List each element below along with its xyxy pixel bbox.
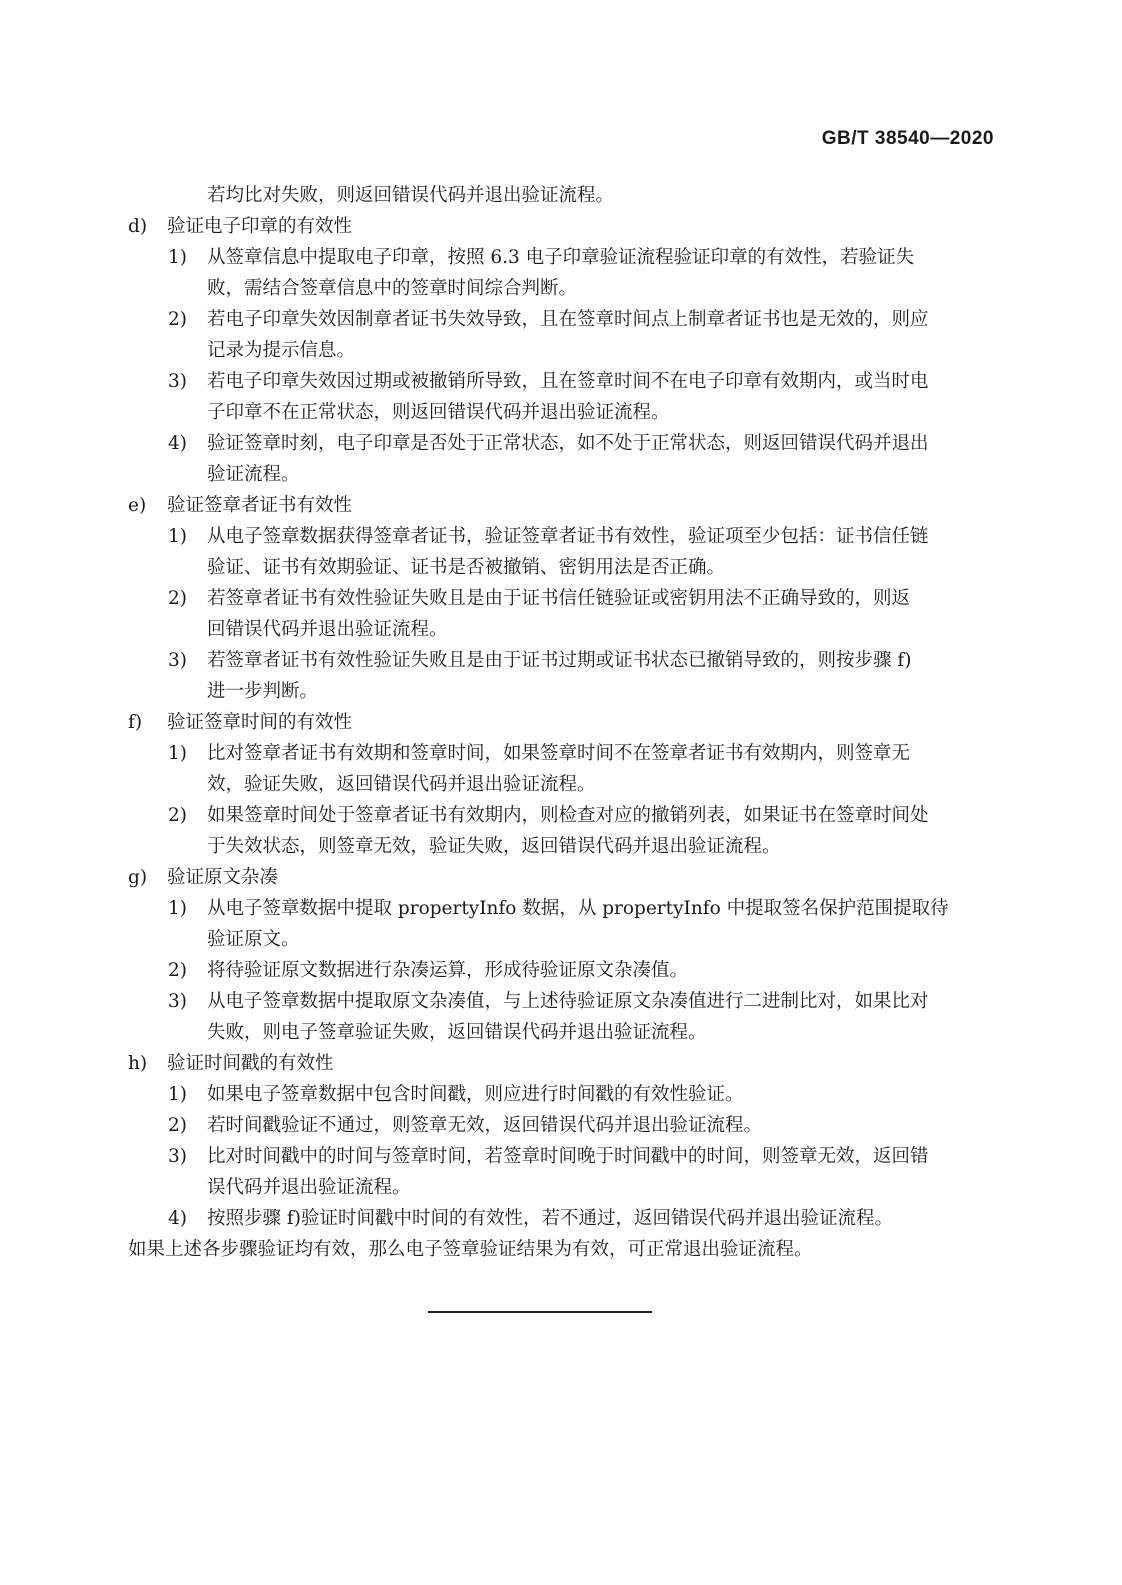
list-item: [0, 893, 1122, 924]
line-text: 验证流程。: [207, 464, 300, 485]
item-number: 2): [168, 960, 187, 981]
line-text: 从电子签章数据中提取原文杂凑值，与上述待验证原文杂凑值进行二进制比对，如果比对: [207, 991, 929, 1012]
list-item-continuation: [0, 459, 1122, 490]
list-item-continuation: [0, 676, 1122, 707]
line-text: 效，验证失败，返回错误代码并退出验证流程。: [207, 774, 596, 795]
list-item-continuation: [0, 831, 1122, 862]
line-text: 记录为提示信息。: [207, 340, 356, 361]
section-marker: d): [128, 216, 148, 237]
list-item-continuation: [0, 335, 1122, 366]
line-text: 失败，则电子签章验证失败，返回错误代码并退出验证流程。: [207, 1022, 707, 1043]
list-item: [0, 242, 1122, 273]
list-item: [0, 738, 1122, 769]
item-number: 4): [168, 1208, 187, 1229]
line-text: 若时间戳验证不通过，则签章无效，返回错误代码并退出验证流程。: [207, 1115, 763, 1136]
line-text: 若签章者证书有效性验证失败且是由于证书过期或证书状态已撤销导致的，则按步骤 f): [207, 650, 912, 671]
list-item-continuation: [0, 552, 1122, 583]
line-text: 验证时间戳的有效性: [167, 1053, 334, 1074]
list-item: [0, 428, 1122, 459]
line-text: 子印章不在正常状态，则返回错误代码并退出验证流程。: [207, 402, 670, 423]
line-text: 若均比对失败，则返回错误代码并退出验证流程。: [207, 185, 615, 206]
list-item-continuation: [0, 273, 1122, 304]
section-heading: [0, 1048, 1122, 1079]
item-number: 2): [168, 309, 187, 330]
list-item: [0, 583, 1122, 614]
list-item: [0, 986, 1122, 1017]
line-text: 从签章信息中提取电子印章，按照 6.3 电子印章验证流程验证印章的有效性，若验证失: [207, 247, 915, 268]
item-number: 2): [168, 1115, 187, 1136]
line-text: 若电子印章失效因制章者证书失效导致，且在签章时间点上制章者证书也是无效的，则应: [207, 309, 929, 330]
list-item-continuation: [0, 614, 1122, 645]
item-number: 3): [168, 371, 187, 392]
item-number: 3): [168, 991, 187, 1012]
item-number: 4): [168, 433, 187, 454]
line-text: 败，需结合签章信息中的签章时间综合判断。: [207, 278, 578, 299]
item-number: 1): [168, 743, 187, 764]
list-item: [0, 955, 1122, 986]
item-number: 1): [168, 526, 187, 547]
list-item: [0, 304, 1122, 335]
line-text: 如果上述各步骤验证均有效，那么电子签章验证结果为有效，可正常退出验证流程。: [128, 1239, 813, 1260]
line-text: 回错误代码并退出验证流程。: [207, 619, 448, 640]
item-number: 3): [168, 1146, 187, 1167]
section-marker: e): [128, 495, 147, 516]
paragraph: [0, 1234, 1122, 1265]
list-item: [0, 521, 1122, 552]
item-number: 2): [168, 588, 187, 609]
section-heading: [0, 490, 1122, 521]
line-text: 验证签章者证书有效性: [167, 495, 353, 516]
line-text: 按照步骤 f)验证时间戳中时间的有效性，若不通过，返回错误代码并退出验证流程。: [207, 1208, 893, 1229]
section-heading: [0, 862, 1122, 893]
list-item-continuation: [0, 397, 1122, 428]
line-text: 误代码并退出验证流程。: [207, 1177, 411, 1198]
line-text: 进一步判断。: [207, 681, 319, 702]
list-item: [0, 800, 1122, 831]
item-number: 1): [168, 898, 187, 919]
section-marker: f): [128, 712, 143, 733]
list-item-continuation: [0, 180, 1122, 211]
list-item-continuation: [0, 1172, 1122, 1203]
list-item: [0, 1141, 1122, 1172]
list-item: [0, 645, 1122, 676]
item-number: 1): [168, 1084, 187, 1105]
line-text: 验证签章时间的有效性: [167, 712, 353, 733]
end-rule: [428, 1311, 652, 1313]
line-text: 若签章者证书有效性验证失败且是由于证书信任链验证或密钥用法不正确导致的，则返: [207, 588, 911, 609]
section-heading: [0, 211, 1122, 242]
line-text: 如果电子签章数据中包含时间戳，则应进行时间戳的有效性验证。: [207, 1084, 744, 1105]
line-text: 比对签章者证书有效期和签章时间，如果签章时间不在签章者证书有效期内，则签章无: [207, 743, 911, 764]
document-body: [0, 180, 1122, 1265]
list-item: [0, 366, 1122, 397]
section-marker: h): [128, 1053, 148, 1074]
line-text: 于失效状态，则签章无效，验证失败，返回错误代码并退出验证流程。: [207, 836, 781, 857]
line-text: 若电子印章失效因过期或被撤销所导致，且在签章时间不在电子印章有效期内，或当时电: [207, 371, 929, 392]
section-heading: [0, 707, 1122, 738]
line-text: 从电子签章数据中提取 propertyInfo 数据，从 propertyInfo 中提取签名保护范围提取待: [207, 898, 949, 919]
list-item: [0, 1203, 1122, 1234]
list-item-continuation: [0, 769, 1122, 800]
list-item-continuation: [0, 1017, 1122, 1048]
item-number: 1): [168, 247, 187, 268]
line-text: 验证原文杂凑: [167, 867, 279, 888]
section-marker: g): [128, 867, 148, 888]
standard-number: GB/T 38540—2020: [821, 128, 994, 149]
item-number: 2): [168, 805, 187, 826]
line-text: 从电子签章数据获得签章者证书，验证签章者证书有效性，验证项至少包括：证书信任链: [207, 526, 929, 547]
line-text: 验证原文。: [207, 929, 300, 950]
line-text: 将待验证原文数据进行杂凑运算，形成待验证原文杂凑值。: [207, 960, 689, 981]
line-text: 验证、证书有效期验证、证书是否被撤销、密钥用法是否正确。: [207, 557, 726, 578]
line-text: 验证电子印章的有效性: [167, 216, 353, 237]
line-text: 如果签章时间处于签章者证书有效期内，则检查对应的撤销列表，如果证书在签章时间处: [207, 805, 929, 826]
line-text: 验证签章时刻，电子印章是否处于正常状态，如不处于正常状态，则返回错误代码并退出: [207, 433, 929, 454]
line-text: 比对时间戳中的时间与签章时间，若签章时间晚于时间戳中的时间，则签章无效，返回错: [207, 1146, 929, 1167]
list-item-continuation: [0, 924, 1122, 955]
list-item: [0, 1079, 1122, 1110]
item-number: 3): [168, 650, 187, 671]
list-item: [0, 1110, 1122, 1141]
